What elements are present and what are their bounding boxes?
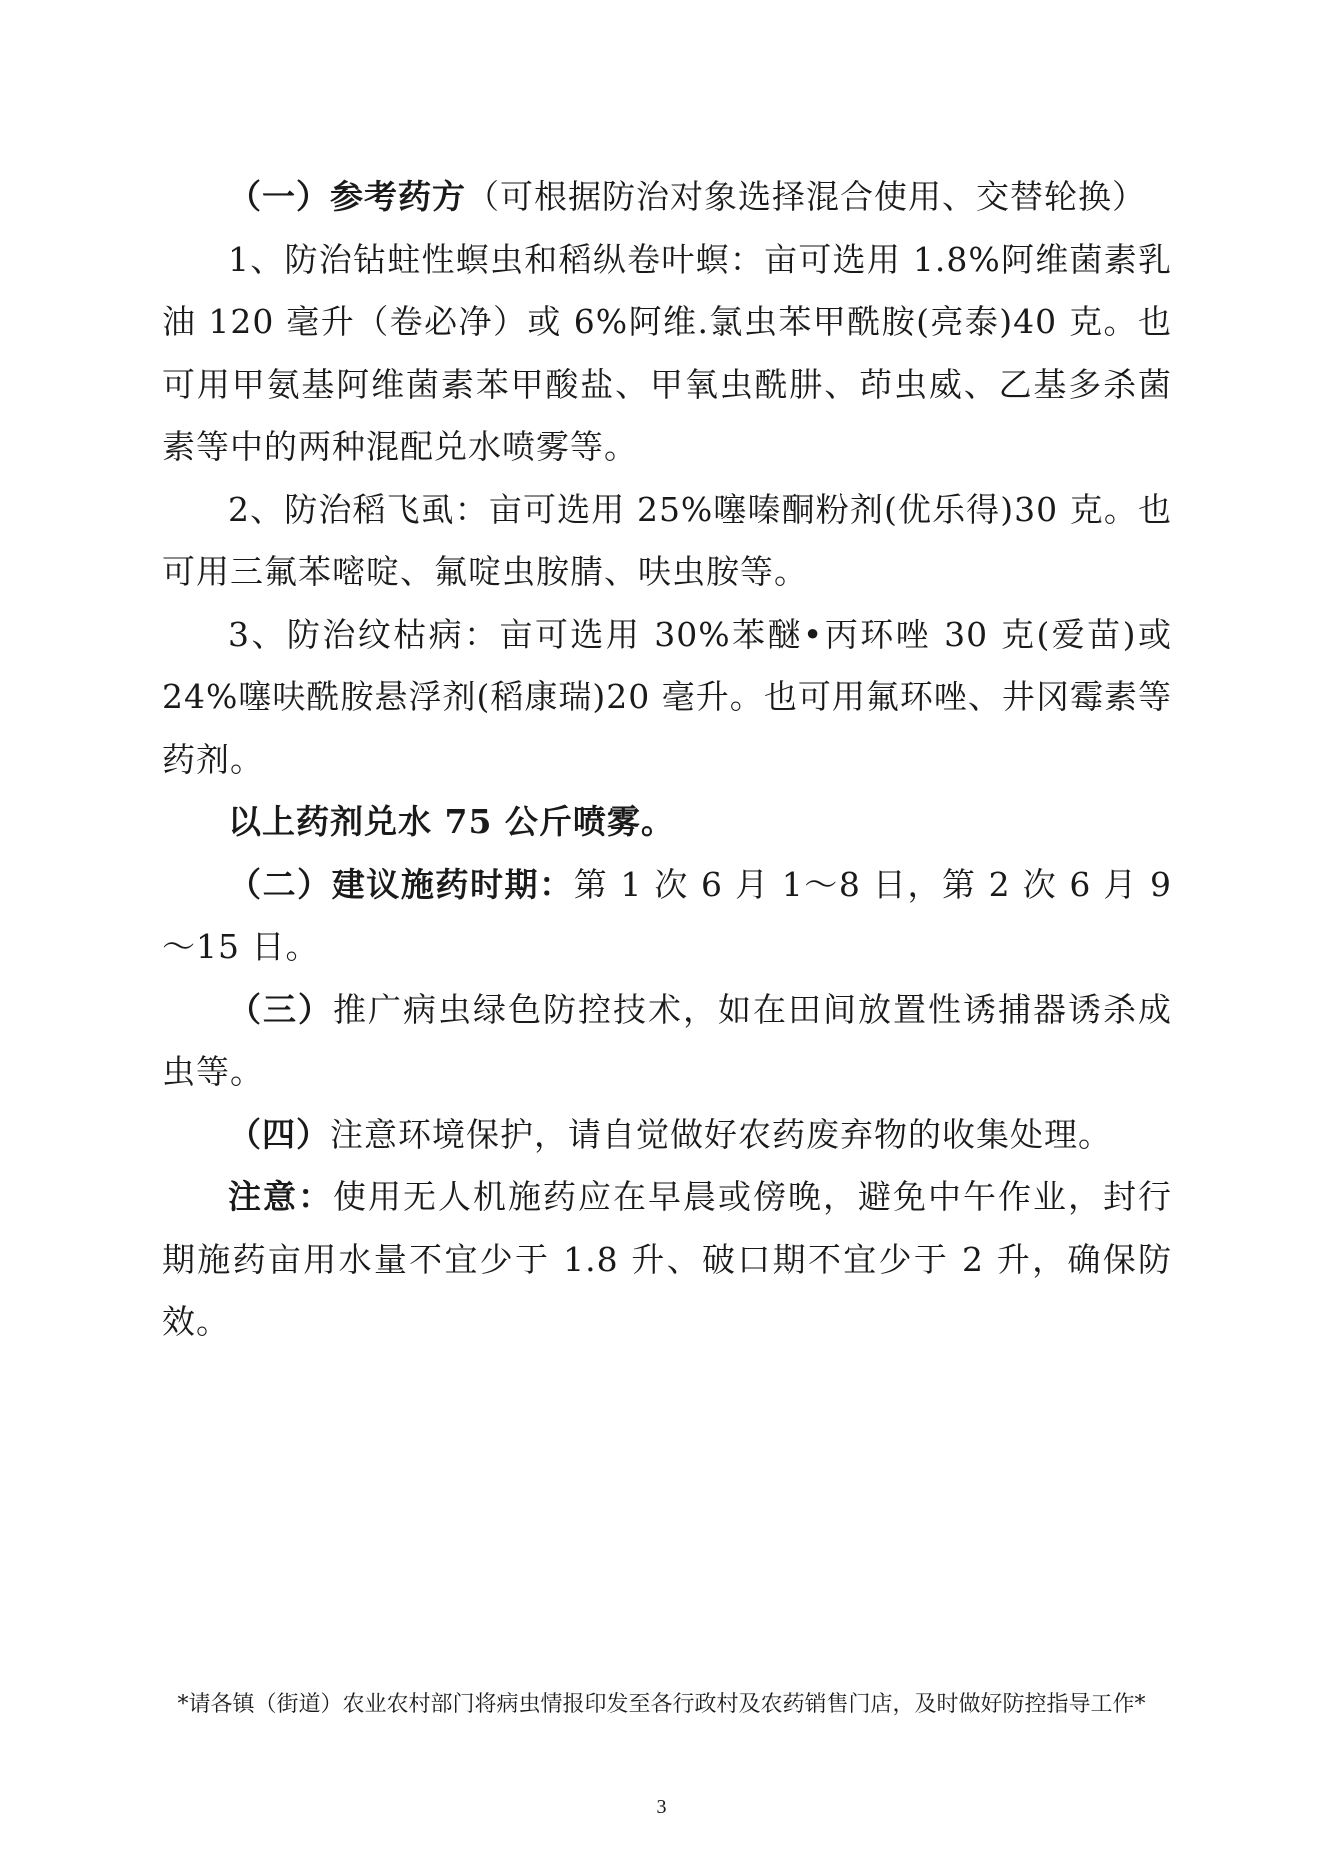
note-label: 注意： [228, 1177, 333, 1216]
section-3-heading: （三） [228, 989, 333, 1029]
dilution-paragraph: 以上药剂兑水 75 公斤喷雾。 [228, 802, 675, 841]
section-2-paragraph [162, 854, 1172, 979]
section-1-paragraph [162, 166, 1172, 229]
document-body [162, 166, 1172, 1354]
item-1-paragraph: 1、防治钻蛀性螟虫和稻纵卷叶螟：亩可选用 1.8%阿维菌素乳油 120 毫升（卷必净）或 6%阿维.氯虫苯甲酰胺(亮泰)40 克。也可用甲氨基阿维菌素苯甲酸盐、甲氧虫酰肼、茚虫威、乙基多杀菌素等中的两种混配兑水喷雾等。 [162, 239, 1172, 466]
section-4-text: 注意环境保护，请自觉做好农药废弃物的收集处理。 [330, 1114, 1112, 1154]
section-3-paragraph [162, 979, 1172, 1104]
note-paragraph [162, 1166, 1172, 1354]
section-4-heading: （四） [228, 1114, 330, 1154]
footer-notice: *请各镇（街道）农业农村部门将病虫情报印发至各行政村及农药销售门店，及时做好防控指导工作* [177, 1692, 1146, 1717]
section-2-heading: （二）建议施药时期： [228, 864, 574, 904]
section-3-text: 推广病虫绿色防控技术，如在田间放置性诱捕器诱杀成虫等。 [162, 989, 1172, 1091]
item-3-paragraph: 3、防治纹枯病：亩可选用 30%苯醚•丙环唑 30 克(爱苗)或 24%噻呋酰胺悬浮剂(稻康瑞)20 毫升。也可用氟环唑、井冈霉素等药剂。 [162, 614, 1172, 779]
section-1-note: （可根据防治对象选择混合使用、交替轮换） [466, 177, 1146, 216]
page-number: 3 [656, 1796, 667, 1818]
section-4-paragraph [162, 1104, 1172, 1167]
section-2-text: 第 1 次 6 月 1～8 日，第 2 次 6 月 9～15 日。 [162, 864, 1173, 966]
note-text: 使用无人机施药应在早晨或傍晚，避免中午作业，封行期施药亩用水量不宜少于 1.8 升、破口期不宜少于 2 升，确保防效。 [162, 1177, 1172, 1341]
item-2-paragraph: 2、防治稻飞虱：亩可选用 25%噻嗪酮粉剂(优乐得)30 克。也可用三氟苯嘧啶、氟啶虫胺腈、呋虫胺等。 [162, 489, 1172, 591]
section-1-heading: （一）参考药方 [228, 177, 466, 216]
